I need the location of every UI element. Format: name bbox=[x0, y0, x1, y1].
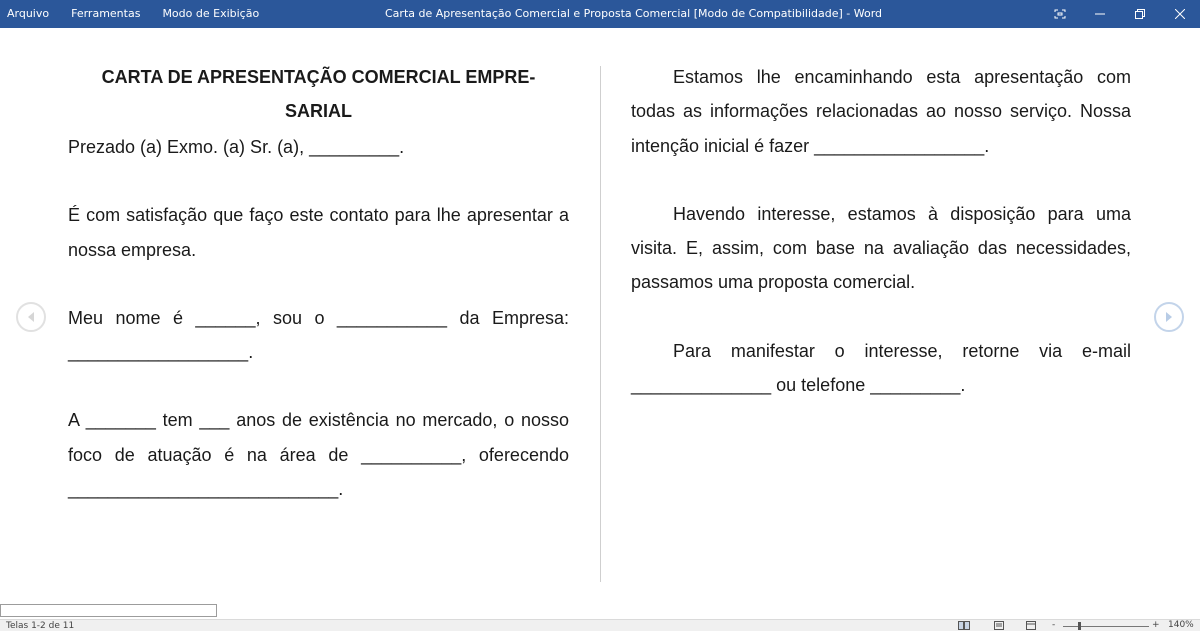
company-paragraph: A _______ tem ___ anos de existência no mercado, o nosso foco de atuação é na área de __________, oferecendo ___________________________. bbox=[68, 410, 569, 500]
horizontal-scrollbar[interactable] bbox=[0, 604, 217, 617]
restore-button[interactable] bbox=[1120, 0, 1160, 28]
window-controls bbox=[1040, 0, 1200, 28]
minimize-button[interactable] bbox=[1080, 0, 1120, 28]
interest-paragraph: Havendo interesse, estamos à disposição para uma visita. E, assim, com base na avaliação das necessidades, passamos uma proposta comercial. bbox=[631, 203, 1131, 293]
read-mode-icon bbox=[958, 621, 970, 630]
left-page bbox=[68, 60, 569, 506]
document-title bbox=[68, 60, 569, 128]
greeting-paragraph: Prezado (a) Exmo. (a) Sr. (a), _________. bbox=[68, 137, 405, 157]
close-icon bbox=[1175, 9, 1185, 19]
zoom-in-button[interactable]: + bbox=[1152, 620, 1160, 630]
presentation-paragraph: Estamos lhe encaminhando esta apresentação com todas as informações relacionadas ao nosso serviço. Nossa intenção inicial é fazer _________________. bbox=[631, 67, 1131, 156]
close-button[interactable] bbox=[1160, 0, 1200, 28]
print-layout-icon bbox=[993, 621, 1005, 630]
zoom-slider-thumb[interactable] bbox=[1078, 622, 1081, 630]
zoom-level[interactable]: 140% bbox=[1168, 620, 1194, 630]
page-divider bbox=[600, 66, 601, 582]
window-title: Carta de Apresentação Comercial e Proposta Comercial [Modo de Compatibilidade] - Word bbox=[385, 7, 883, 20]
chevron-right-icon bbox=[1164, 311, 1174, 323]
intro-paragraph: É com satisfação que faço este contato para lhe apresentar a nossa empresa. bbox=[68, 205, 569, 260]
zoom-slider[interactable] bbox=[1063, 626, 1149, 627]
read-mode-button[interactable] bbox=[958, 621, 970, 630]
print-layout-button[interactable] bbox=[993, 621, 1005, 630]
document-title-line-1: CARTA DE APRESENTAÇÃO COMERCIAL EMPRE- bbox=[101, 67, 536, 87]
menu-ferramentas[interactable]: Ferramentas bbox=[71, 7, 141, 20]
right-page bbox=[631, 60, 1131, 402]
title-bar bbox=[0, 0, 1200, 28]
contact-paragraph: Para manifestar o interesse, retorne via e-mail ______________ ou telefone _________. bbox=[631, 340, 1131, 396]
screen-counter: Telas 1-2 de 11 bbox=[6, 621, 75, 631]
fullscreen-button[interactable] bbox=[1040, 0, 1080, 28]
status-bar bbox=[0, 619, 1200, 631]
document-title-line-2: SARIAL bbox=[285, 101, 352, 121]
web-layout-button[interactable] bbox=[1025, 621, 1037, 630]
minimize-icon bbox=[1095, 9, 1105, 19]
restore-icon bbox=[1135, 9, 1145, 19]
web-layout-icon bbox=[1025, 621, 1037, 630]
next-page-button[interactable] bbox=[1154, 302, 1184, 332]
name-paragraph: Meu nome é ______, sou o ___________ da Empresa: __________________. bbox=[68, 307, 569, 363]
menu-arquivo[interactable]: Arquivo bbox=[7, 7, 50, 20]
menu-bar bbox=[0, 0, 268, 28]
fullscreen-icon bbox=[1054, 9, 1066, 19]
chevron-left-icon bbox=[26, 311, 36, 323]
previous-page-button[interactable] bbox=[16, 302, 46, 332]
menu-modo-de-exibicao[interactable]: Modo de Exibição bbox=[162, 7, 260, 20]
zoom-out-button[interactable]: - bbox=[1052, 620, 1056, 630]
